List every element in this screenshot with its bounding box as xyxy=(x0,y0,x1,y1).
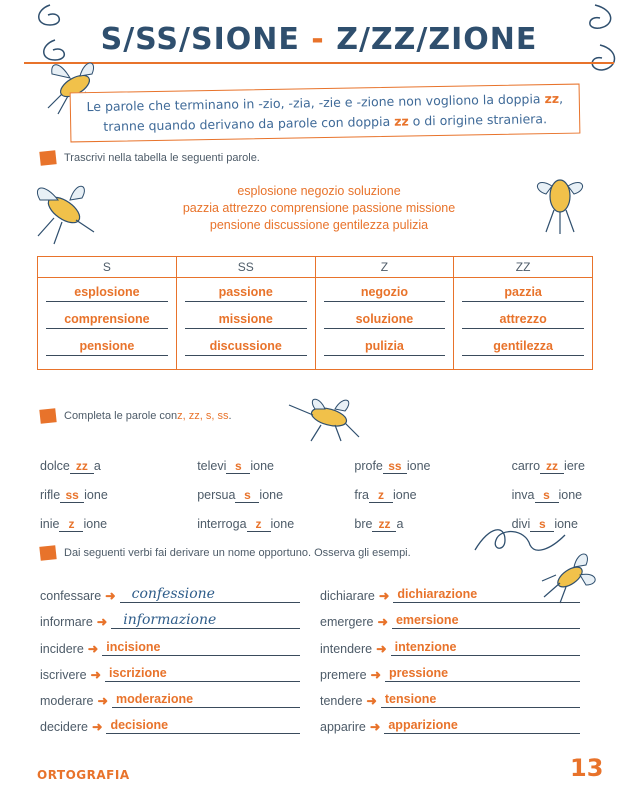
noun-answer-field[interactable]: apparizione xyxy=(384,718,580,734)
arrow-right-icon: ➜ xyxy=(377,615,388,630)
derivation-item xyxy=(320,718,600,734)
answer-field[interactable]: pensione xyxy=(46,338,168,356)
noun-answer-field[interactable]: emersione xyxy=(392,613,580,629)
noun-answer-field[interactable]: decisione xyxy=(106,718,300,734)
noun-answer-field[interactable]: tensione xyxy=(381,692,580,708)
word-part: dolce xyxy=(40,459,70,473)
title-right: Z/ZZ/ZIONE xyxy=(336,22,538,57)
sorting-table xyxy=(37,256,593,370)
exercise-2-instruction-end: . xyxy=(228,410,232,422)
fill-blank[interactable]: zz xyxy=(372,518,396,532)
page-number: 13 xyxy=(570,754,604,782)
fill-blank[interactable]: s xyxy=(235,489,259,503)
verb-label: emergere xyxy=(320,615,374,630)
derivation-item xyxy=(320,666,600,682)
fill-blank[interactable]: ss xyxy=(60,489,84,503)
arrow-right-icon: ➜ xyxy=(370,667,382,682)
word-part: ione xyxy=(392,488,417,502)
derivation-list xyxy=(40,577,600,734)
noun-answer-field[interactable]: intenzione xyxy=(391,640,580,656)
table-column-s xyxy=(38,278,177,370)
fill-blank[interactable]: z xyxy=(59,518,83,532)
title-left: S/SS/SIONE xyxy=(100,22,300,57)
verb-label: intendere xyxy=(320,641,373,656)
verb-label: incidere xyxy=(40,641,84,656)
exercise-1-heading xyxy=(40,151,260,165)
answer-field[interactable]: pazzia xyxy=(462,284,584,302)
fill-blank[interactable]: ss xyxy=(383,460,407,474)
word-part: persua xyxy=(197,488,236,502)
rule-box xyxy=(70,84,581,143)
fill-blank[interactable]: s xyxy=(530,518,554,532)
rule-text: , xyxy=(558,90,564,106)
footer-section-label: ORTOGRAFIA xyxy=(37,768,130,782)
fill-blank[interactable]: z xyxy=(247,518,271,532)
answer-field[interactable]: passione xyxy=(185,284,307,302)
verb-label: informare xyxy=(40,615,93,630)
column-header-s: S xyxy=(38,257,177,278)
verb-label: decidere xyxy=(40,720,88,735)
rule-highlight: zz xyxy=(393,113,409,129)
fill-in-word xyxy=(512,459,600,474)
answer-field[interactable]: negozio xyxy=(324,284,446,302)
verb-label: confessare xyxy=(40,589,102,604)
word-part: profe xyxy=(354,459,383,473)
word-part: ione xyxy=(270,517,295,531)
derivation-row xyxy=(40,629,600,655)
word-part: ione xyxy=(83,517,108,531)
derivation-row xyxy=(40,577,600,603)
word-part: divi xyxy=(511,517,531,531)
word-part: a xyxy=(93,459,101,473)
word-part: carro xyxy=(511,459,541,473)
exercise-2-instruction: Completa le parole con xyxy=(64,410,178,422)
arrow-right-icon: ➜ xyxy=(90,667,102,682)
answer-field[interactable]: missione xyxy=(185,311,307,329)
column-header-zz: ZZ xyxy=(454,257,593,278)
mosquito-illustration xyxy=(285,395,365,445)
word-part: rifle xyxy=(40,488,61,502)
word-list-line: esplosione negozio soluzione xyxy=(237,184,401,198)
noun-answer-field[interactable]: pressione xyxy=(385,666,580,682)
arrow-right-icon: ➜ xyxy=(366,693,377,708)
verb-label: apparire xyxy=(320,720,366,735)
verb-label: dichiarare xyxy=(320,589,375,604)
word-part: bre xyxy=(354,517,373,531)
word-list-line: pensione discussione gentilezza pulizia xyxy=(209,218,429,232)
fill-blank[interactable]: s xyxy=(535,489,559,503)
rule-highlight: zz xyxy=(544,90,560,107)
table-column-zz xyxy=(454,278,593,370)
answer-field[interactable]: comprensione xyxy=(46,311,168,329)
table-column-z xyxy=(315,278,454,370)
word-part: fra xyxy=(354,488,369,502)
fill-in-word xyxy=(40,517,197,532)
fill-in-grid xyxy=(40,445,600,532)
noun-answer-field[interactable]: informazione xyxy=(111,613,300,629)
arrow-right-icon: ➜ xyxy=(91,720,103,735)
word-part: ione xyxy=(558,488,583,502)
orange-square-icon xyxy=(39,408,56,424)
fill-blank[interactable]: z xyxy=(369,489,393,503)
page-title xyxy=(0,22,638,57)
exercise-2-options: z, zz, s, ss xyxy=(177,410,229,422)
derivation-item xyxy=(320,692,600,708)
answer-field[interactable]: esplosione xyxy=(46,284,168,302)
arrow-right-icon: ➜ xyxy=(96,615,108,630)
word-part: ione xyxy=(406,459,431,473)
word-part: televi xyxy=(197,459,227,473)
orange-square-icon xyxy=(39,150,56,166)
fill-in-word xyxy=(354,488,511,503)
title-dash: - xyxy=(299,22,337,57)
rule-text: Le parole che terminano in -zio, -zia, -zie e -zione non vogliono la doppia xyxy=(86,91,545,115)
word-part: a xyxy=(396,517,404,531)
word-list-line: pazzia attrezzo comprensione passione missione xyxy=(182,201,456,215)
arrow-right-icon: ➜ xyxy=(97,693,108,708)
answer-field[interactable]: attrezzo xyxy=(462,311,584,329)
derivation-row xyxy=(40,682,600,708)
word-part: inva xyxy=(511,488,535,502)
noun-answer-field[interactable]: moderazione xyxy=(112,692,300,708)
arrow-right-icon: ➜ xyxy=(87,641,99,656)
exercise-2-heading xyxy=(40,409,232,423)
word-part: ione xyxy=(84,488,108,502)
fill-in-word xyxy=(197,517,354,532)
column-header-ss: SS xyxy=(176,257,315,278)
derivation-item xyxy=(320,613,600,629)
rule-text: o di origine straniera. xyxy=(408,111,548,129)
fill-in-word xyxy=(197,459,354,474)
word-part: ione xyxy=(554,517,578,531)
exercise-1-instruction: Trascrivi nella tabella le seguenti parole. xyxy=(64,152,260,164)
fill-in-word xyxy=(354,459,511,474)
fill-in-row xyxy=(40,445,600,474)
answer-field[interactable]: gentilezza xyxy=(462,338,584,356)
noun-answer-field[interactable]: incisione xyxy=(102,640,300,656)
fill-in-row xyxy=(40,474,600,503)
derivation-row xyxy=(40,708,600,734)
fill-in-word xyxy=(40,459,197,474)
derivation-item xyxy=(40,587,320,603)
fill-in-word xyxy=(197,488,354,503)
word-part: inie xyxy=(40,517,60,531)
word-list xyxy=(0,183,638,234)
noun-answer-field[interactable]: dichiarazione xyxy=(393,587,580,603)
exercise-3-heading xyxy=(40,546,411,560)
word-part: ione xyxy=(259,488,284,502)
derivation-item xyxy=(40,692,320,708)
word-part: iere xyxy=(564,459,585,473)
fill-in-word xyxy=(512,488,600,503)
derivation-item xyxy=(40,613,320,629)
derivation-item xyxy=(320,640,600,656)
answer-field[interactable]: discussione xyxy=(185,338,307,356)
fill-blank[interactable]: s xyxy=(226,460,250,474)
verb-label: moderare xyxy=(40,693,94,708)
rule-text: tranne quando derivano da parole con doppia xyxy=(103,113,395,134)
title-underline xyxy=(24,62,614,64)
fill-blank[interactable]: zz xyxy=(70,460,94,474)
noun-answer-field[interactable]: confessione xyxy=(120,587,300,603)
answer-field[interactable]: pulizia xyxy=(324,338,446,356)
derivation-item xyxy=(40,640,320,656)
arrow-right-icon: ➜ xyxy=(369,720,381,735)
derivation-row xyxy=(40,656,600,682)
table-column-ss xyxy=(176,278,315,370)
derivation-row xyxy=(40,603,600,629)
answer-field[interactable]: soluzione xyxy=(324,311,446,329)
column-header-z: Z xyxy=(315,257,454,278)
arrow-right-icon: ➜ xyxy=(376,641,387,656)
derivation-item xyxy=(40,718,320,734)
derivation-item xyxy=(40,666,320,682)
arrow-right-icon: ➜ xyxy=(378,589,390,604)
word-part: interroga xyxy=(197,517,247,531)
derivation-item xyxy=(320,587,600,603)
noun-answer-field[interactable]: iscrizione xyxy=(105,666,300,682)
fill-in-word xyxy=(40,488,197,503)
verb-label: tendere xyxy=(320,693,363,708)
exercise-3-instruction: Dai seguenti verbi fai derivare un nome opportuno. Osserva gli esempi. xyxy=(64,547,411,559)
arrow-right-icon: ➜ xyxy=(105,589,116,604)
fill-blank[interactable]: zz xyxy=(540,460,564,474)
verb-label: iscrivere xyxy=(40,667,87,682)
orange-square-icon xyxy=(39,545,56,561)
word-part: ione xyxy=(250,459,275,473)
verb-label: premere xyxy=(320,667,367,682)
